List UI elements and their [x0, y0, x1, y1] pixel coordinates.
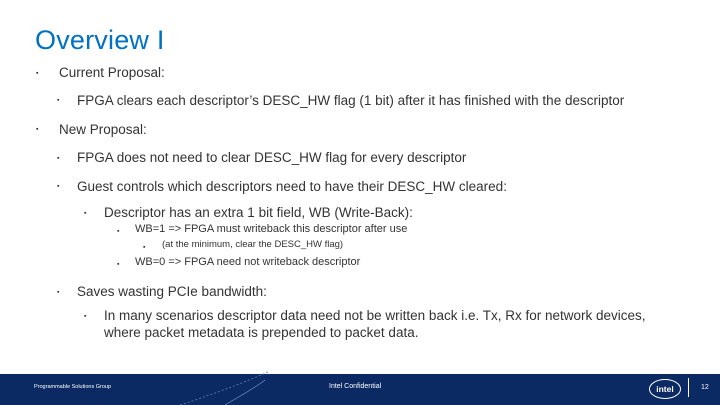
footer-confidential: Intel Confidential: [329, 383, 382, 390]
bullet-icon: ▪: [117, 261, 120, 268]
bullet-icon: ▪: [117, 228, 120, 235]
bullet-saves-bandwidth: Saves wasting PCIe bandwidth:: [77, 284, 267, 299]
bullet-icon: ▪: [36, 126, 39, 133]
bullet-wb0: WB=0 => FPGA need not writeback descriptor: [135, 256, 361, 268]
intel-logo-text: intel: [656, 384, 674, 394]
bullet-icon: ▪: [57, 289, 60, 296]
bullet-icon: ▪: [143, 244, 146, 251]
bullet-icon: ▪: [57, 155, 60, 162]
bullet-guest-controls: Guest controls which descriptors need to have their DESC_HW cleared:: [77, 179, 507, 194]
footer-group-name: Programmable Solutions Group: [34, 384, 112, 390]
footer-separator: [688, 378, 689, 397]
bullet-icon: ▪: [57, 183, 60, 190]
bullet-icon: ▪: [36, 70, 39, 77]
footer-bar: [0, 374, 720, 405]
bullet-scenarios-line2: where packet metadata is prepended to packet data.: [104, 325, 419, 340]
slide-title: Overview I: [35, 25, 165, 55]
bullet-descriptor-field: Descriptor has an extra 1 bit field, WB (Write-Back):: [104, 205, 413, 220]
bullet-new-proposal: New Proposal:: [59, 122, 147, 137]
bullet-fpga-no-clear: FPGA does not need to clear DESC_HW flag for every descriptor: [77, 150, 467, 165]
bullet-scenarios-line1: In many scenarios descriptor data need not be written back i.e. Tx, Rx for network devices,: [104, 308, 646, 323]
bullet-wb1: WB=1 => FPGA must writeback this descriptor after use: [135, 223, 408, 235]
bullet-icon: ▪: [57, 97, 60, 104]
bullet-fpga-clears: FPGA clears each descriptor’s DESC_HW flag (1 bit) after it has finished with the descriptor: [77, 93, 625, 108]
intel-logo: [648, 378, 682, 400]
bullet-current-proposal: Current Proposal:: [59, 65, 165, 80]
bullet-icon: ▪: [84, 210, 87, 217]
bullet-icon: ▪: [84, 313, 87, 320]
page-number: 12: [701, 384, 709, 391]
bullet-minimum-clear: (at the minimum, clear the DESC_HW flag): [162, 239, 344, 250]
